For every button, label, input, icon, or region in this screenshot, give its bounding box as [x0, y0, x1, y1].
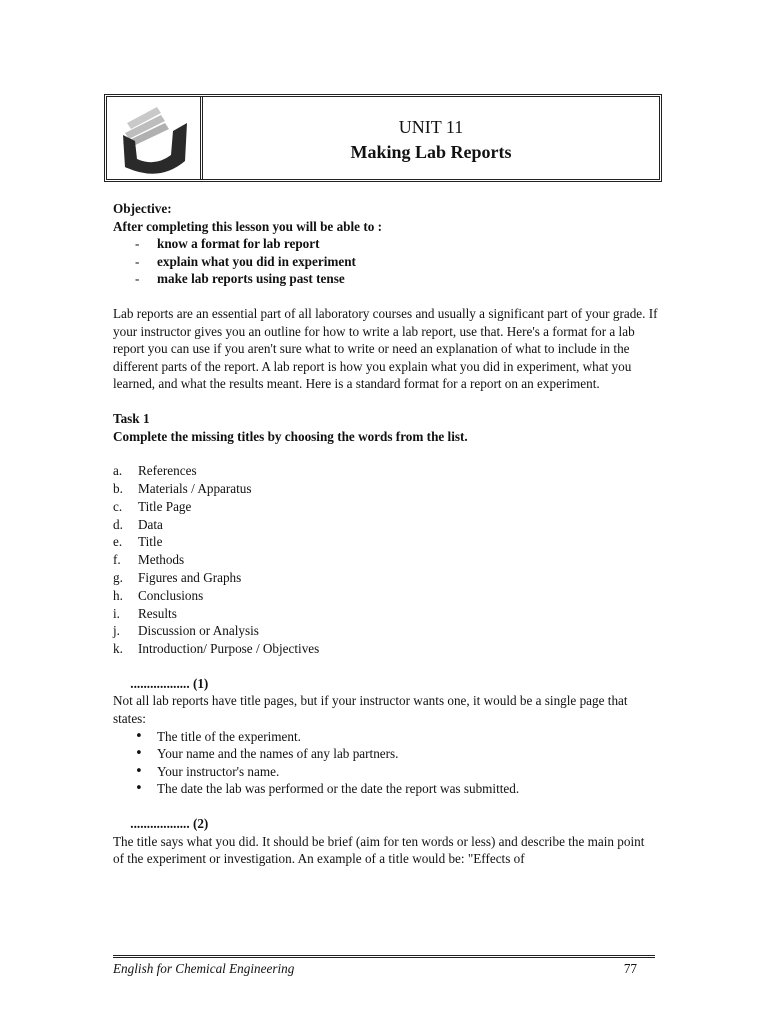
bullet-dot-icon: • — [135, 746, 143, 762]
page-number: 77 — [623, 961, 637, 976]
blank-2: .................. (2) — [130, 816, 209, 832]
unit-number: UNIT 11 — [398, 117, 464, 137]
objective-item: - explain what you did in experiment — [135, 253, 356, 269]
bullet-item: • Your instructor's name. — [135, 763, 280, 779]
unit-header-box — [104, 94, 662, 182]
list-item: f. Methods — [113, 552, 185, 568]
list-item: j. Discussion or Analysis — [113, 623, 259, 639]
objective-list — [113, 235, 658, 288]
book-title: English for Chemical Engineering — [113, 961, 295, 976]
list-item: b. Materials / Apparatus — [113, 480, 252, 496]
section-1-heading — [113, 675, 658, 693]
content-body — [113, 200, 658, 868]
section-2-heading — [113, 815, 658, 833]
bullet-item: • The date the lab was performed or the date the report was submitted. — [135, 781, 520, 797]
list-item: h. Conclusions — [113, 587, 204, 603]
unit-title: Making Lab Reports — [350, 142, 512, 162]
objective-lead: After completing this lesson you will be able to : — [113, 218, 382, 234]
section-1-body: Not all lab reports have title pages, but if your instructor wants one, it would be a single page that states: — [113, 693, 628, 727]
bullet-dot-icon: • — [135, 763, 143, 779]
bullet-item: • The title of the experiment. — [135, 728, 301, 744]
bullet-dot-icon: • — [135, 728, 143, 744]
unit-title-cell — [203, 97, 659, 179]
university-logo-icon — [113, 101, 197, 179]
blank-1: .................. (1) — [130, 675, 209, 691]
objective-item: - make lab reports using past tense — [135, 271, 345, 287]
section-1-bullets — [113, 728, 658, 798]
list-item: c. Title Page — [113, 498, 192, 514]
bullet-item: • Your name and the names of any lab partners. — [135, 746, 399, 762]
list-item: g. Figures and Graphs — [113, 569, 242, 585]
word-list — [113, 462, 658, 658]
objective-heading: Objective: — [113, 201, 172, 216]
task-title: Task 1 — [113, 410, 150, 426]
intro-paragraph: Lab reports are an essential part of all laboratory courses and usually a significant part of your grade. If your instructor gives you an outline for how to write a lab report, use that. Here's a format for a lab report you can use if you aren't sure what to write or need an explanation of what to include in the different parts of the report. A lab report is how you explain what you did in experiment, what you learned, and what the results meant. Here is a standard format for a report on an experiment. — [113, 305, 658, 392]
list-item: e. Title — [113, 534, 163, 550]
bullet-dot-icon: • — [135, 781, 143, 797]
list-item: d. Data — [113, 516, 163, 532]
list-item: i. Results — [113, 605, 177, 621]
section-2-body: The title says what you did. It should be brief (aim for ten words or less) and describe the main point of the experiment or investigation. An example of a title would be: "Effects of — [113, 833, 645, 867]
list-item: k. Introduction/ Purpose / Objectives — [113, 641, 320, 657]
objective-item: - know a format for lab report — [135, 236, 320, 252]
page-footer — [113, 955, 655, 980]
task-instruction: Complete the missing titles by choosing the words from the list. — [113, 428, 468, 444]
logo-cell — [107, 97, 203, 179]
list-item: a. References — [113, 463, 197, 479]
